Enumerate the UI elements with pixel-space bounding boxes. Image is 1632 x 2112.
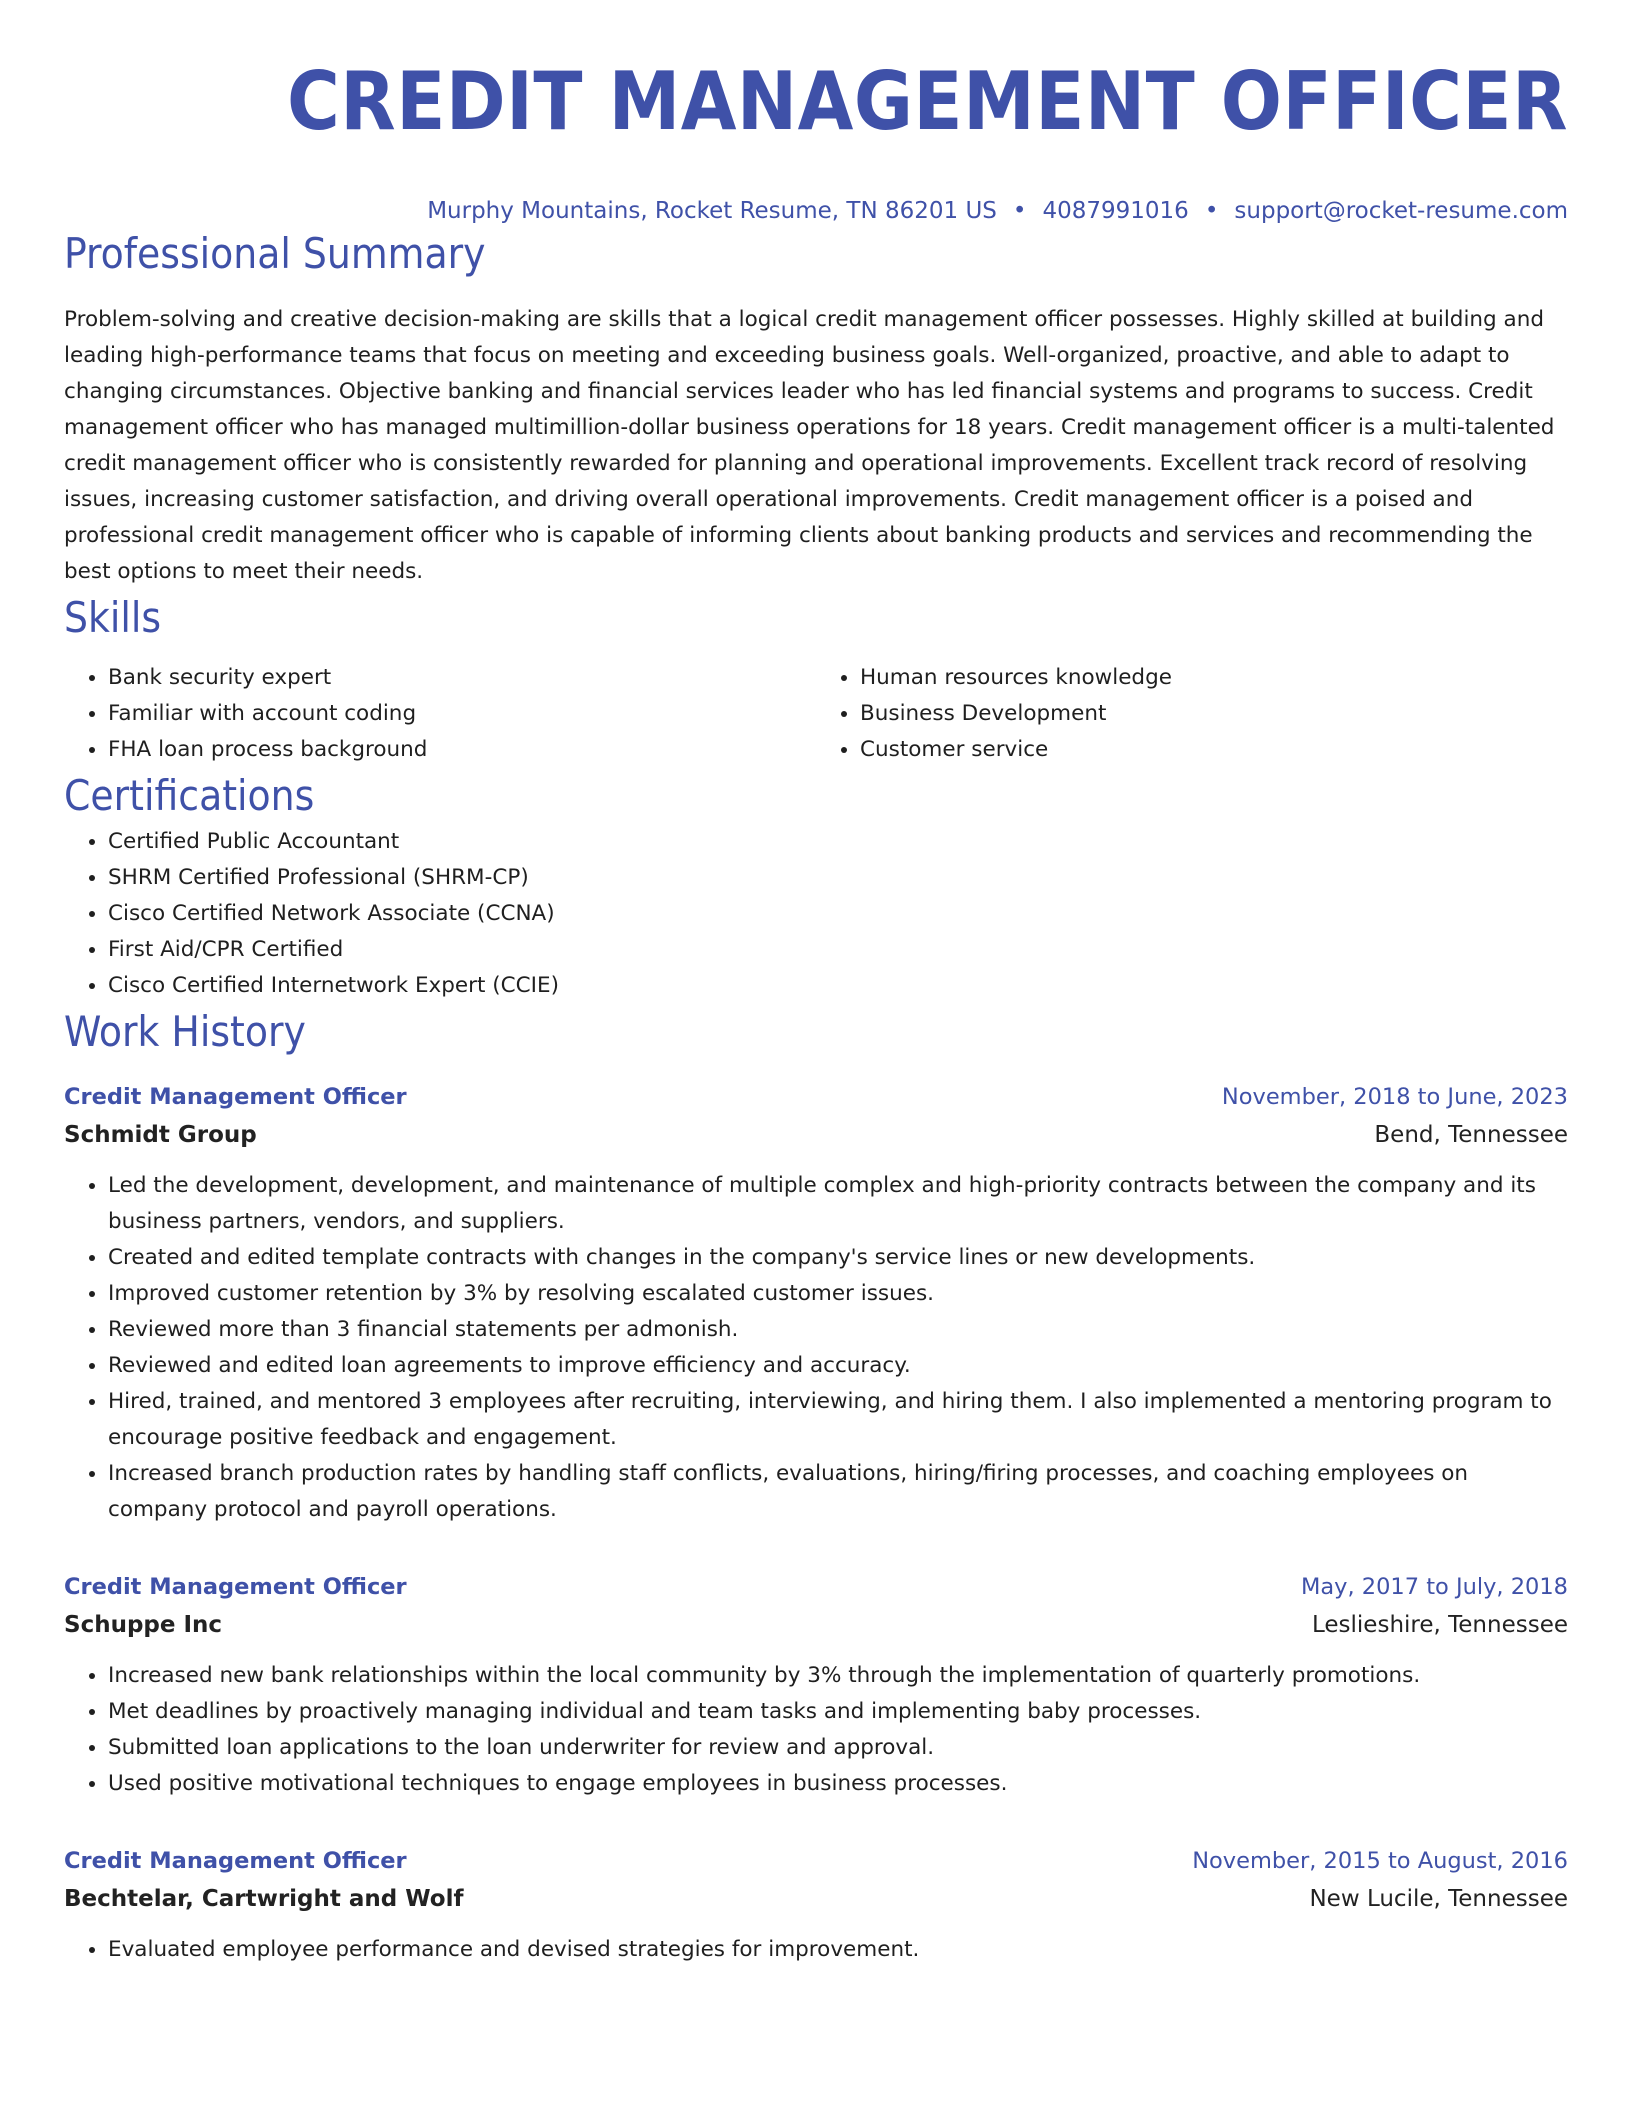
job-header-row — [64, 1078, 1568, 1116]
skill-item: • Familiar with account coding — [108, 696, 816, 732]
contact-separator: • — [1204, 198, 1219, 224]
certification-item: • First Aid/CPR Certified — [108, 932, 1568, 968]
job-bullet: • Increased branch production rates by handling staff conflicts, evaluations, hiring/firing processes, and coaching employees on company protocol and payroll operations. — [108, 1456, 1568, 1528]
resume-title: CREDIT MANAGEMENT OFFICER — [286, 55, 1568, 148]
job-company: Schuppe Inc — [64, 1612, 223, 1638]
certification-item: • Cisco Certified Internetwork Expert (CCIE) — [108, 968, 1568, 1004]
job-title: Credit Management Officer — [64, 1848, 407, 1874]
job-bullet: • Met deadlines by proactively managing individual and team tasks and implementing baby processes. — [108, 1694, 1568, 1730]
job-company: Schmidt Group — [64, 1122, 257, 1148]
job-bullet: • Improved customer retention by 3% by resolving escalated customer issues. — [108, 1276, 1568, 1312]
certifications-list — [64, 824, 1568, 1004]
skills-column-right — [816, 660, 1568, 768]
contact-address: Murphy Mountains, Rocket Resume, TN 86201 US — [427, 198, 997, 224]
skill-item: • FHA loan process background — [108, 732, 816, 768]
contact-email[interactable]: support@rocket-resume.com — [1234, 198, 1568, 224]
summary-heading: Professional Summary — [64, 229, 486, 278]
job-company-row — [64, 1116, 1568, 1154]
job-bullets — [64, 1168, 1568, 1528]
summary-text: Problem-solving and creative decision-making are skills that a logical credit management officer possesses. Highly skilled at building and leading high-performance teams that focus on meeting and exceeding business goals. Well-organized, proactive, and able to adapt to changing circumstances. Objective banking and financial services leader who has led financial systems and programs to success. Credit management officer who has managed multimillion-dollar business operations for 18 years. Credit management officer is a multi-talented credit management officer who is consistently rewarded for planning and operational improvements. Excellent track record of resolving issues, increasing customer satisfaction, and driving overall operational improvements. Credit management officer is a poised and professional credit management officer who is capable of informing clients about banking products and services and recommending the best options to meet their needs. — [64, 307, 1555, 584]
skill-item: • Bank security expert — [108, 660, 816, 696]
certification-item: • Cisco Certified Network Associate (CCNA) — [108, 896, 1568, 932]
job-company-row — [64, 1880, 1568, 1918]
job-bullet: • Reviewed more than 3 financial statements per admonish. — [108, 1312, 1568, 1348]
work-history-heading: Work History — [64, 1007, 306, 1056]
job-bullet: • Submitted loan applications to the loan underwriter for review and approval. — [108, 1730, 1568, 1766]
job-bullet: • Increased new bank relationships within the local community by 3% through the implementation of quarterly promotions. — [108, 1658, 1568, 1694]
job-dates: November, 2018 to June, 2023 — [1221, 1084, 1568, 1110]
job-header-row — [64, 1568, 1568, 1606]
job-dates: May, 2017 to July, 2018 — [1300, 1574, 1568, 1600]
contact-phone: 4087991016 — [1042, 198, 1189, 224]
job-dates: November, 2015 to August, 2016 — [1192, 1848, 1568, 1874]
skills-column-left — [64, 660, 816, 768]
job-title: Credit Management Officer — [64, 1084, 407, 1110]
certification-item: • SHRM Certified Professional (SHRM-CP) — [108, 860, 1568, 896]
job-entry — [64, 1842, 1568, 1968]
job-location: Bend, Tennessee — [1374, 1122, 1568, 1148]
skill-item: • Human resources knowledge — [860, 660, 1568, 696]
skills-list — [64, 660, 1568, 768]
job-location: New Lucile, Tennessee — [1309, 1886, 1568, 1912]
contact-line — [64, 196, 1568, 226]
job-bullet: • Hired, trained, and mentored 3 employees after recruiting, interviewing, and hiring them. I also implemented a mentoring program to encourage positive feedback and engagement. — [108, 1384, 1568, 1456]
job-company: Bechtelar, Cartwright and Wolf — [64, 1886, 464, 1912]
job-bullets — [64, 1658, 1568, 1802]
job-bullet: • Reviewed and edited loan agreements to improve efficiency and accuracy. — [108, 1348, 1568, 1384]
job-bullets — [64, 1932, 1568, 1968]
certifications-heading: Certifications — [64, 771, 315, 820]
job-header-row — [64, 1842, 1568, 1880]
job-entry — [64, 1568, 1568, 1802]
job-title: Credit Management Officer — [64, 1574, 407, 1600]
job-bullet: • Led the development, development, and maintenance of multiple complex and high-priority contracts between the company and its business partners, vendors, and suppliers. — [108, 1168, 1568, 1240]
skill-item: • Business Development — [860, 696, 1568, 732]
job-location: Leslieshire, Tennessee — [1311, 1612, 1568, 1638]
job-bullet: • Evaluated employee performance and devised strategies for improvement. — [108, 1932, 1568, 1968]
job-bullet: • Created and edited template contracts with changes in the company's service lines or new developments. — [108, 1240, 1568, 1276]
contact-separator: • — [1012, 198, 1027, 224]
job-company-row — [64, 1606, 1568, 1644]
job-bullet: • Used positive motivational techniques to engage employees in business processes. — [108, 1766, 1568, 1802]
skill-item: • Customer service — [860, 732, 1568, 768]
job-entry — [64, 1078, 1568, 1528]
skills-heading: Skills — [64, 593, 162, 642]
certification-item: • Certified Public Accountant — [108, 824, 1568, 860]
